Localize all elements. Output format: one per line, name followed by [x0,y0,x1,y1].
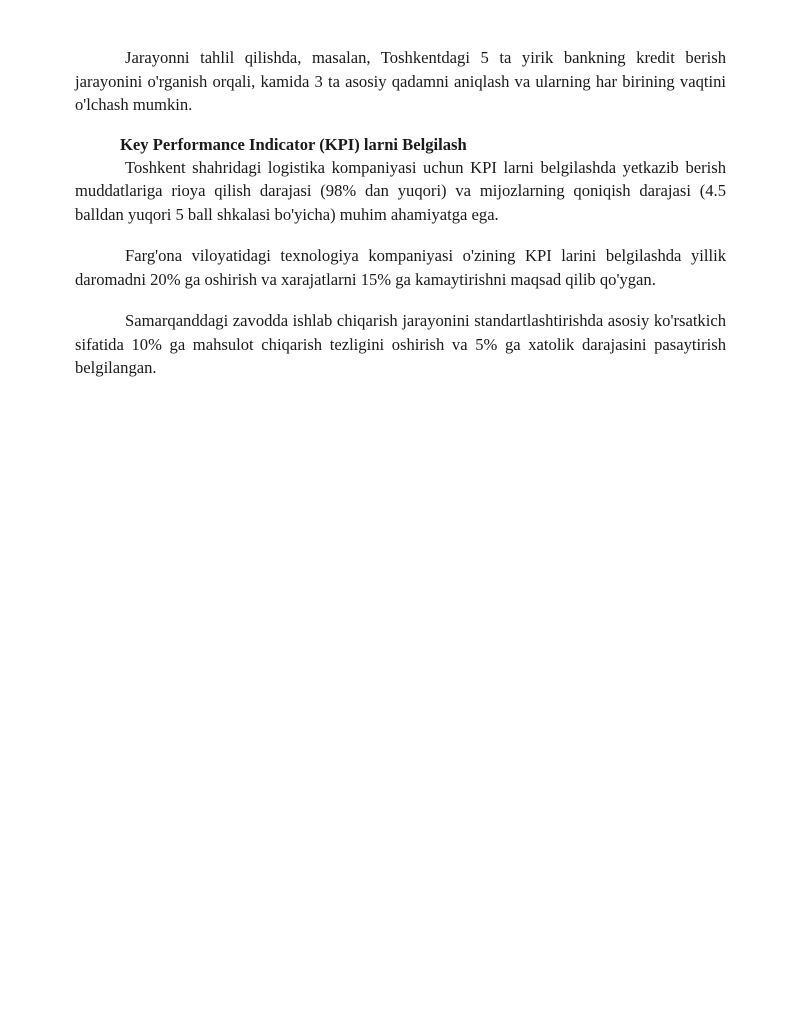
paragraph-samarkand-factory: Samarqanddagi zavodda ishlab chiqarish jarayonini standartlashtirishda asosiy ko'rsatkich sifatida 10% ga mahsulot chiqarish tezligini oshirish va 5% ga xatolik darajasini pasaytirish belgilangan. [75,311,726,377]
section-heading-kpi: Key Performance Indicator (KPI) larni Belgilash [120,134,467,154]
paragraph-logistics-kpi: Toshkent shahridagi logistika kompaniyasi uchun KPI larni belgilashda yetkazib berish muddatlariga rioya qilish darajasi (98% dan yuqori) va mijozlarning qoniqish darajasi (4.5 balldan yuqori 5 ball shkalasi bo'yicha) muhim ahamiyatga ega. [75,157,726,224]
paragraph-bank-analysis: Jarayonni tahlil qilishda, masalan, Toshkentdagi 5 ta yirik bankning kredit berish jarayonini o'rganish orqali, kamida 3 ta asosiy qadamni aniqlash va ularning har birining vaqtini o'lchash mumkin. [75,48,726,114]
document-page [75,46,726,380]
paragraph-fergana-tech: Farg'ona viloyatidagi texnologiya kompaniyasi o'zining KPI larini belgilashda yillik daromadni 20% ga oshirish va xarajatlarni 15% ga kamaytirishni maqsad qilib qo'ygan. [75,246,726,289]
